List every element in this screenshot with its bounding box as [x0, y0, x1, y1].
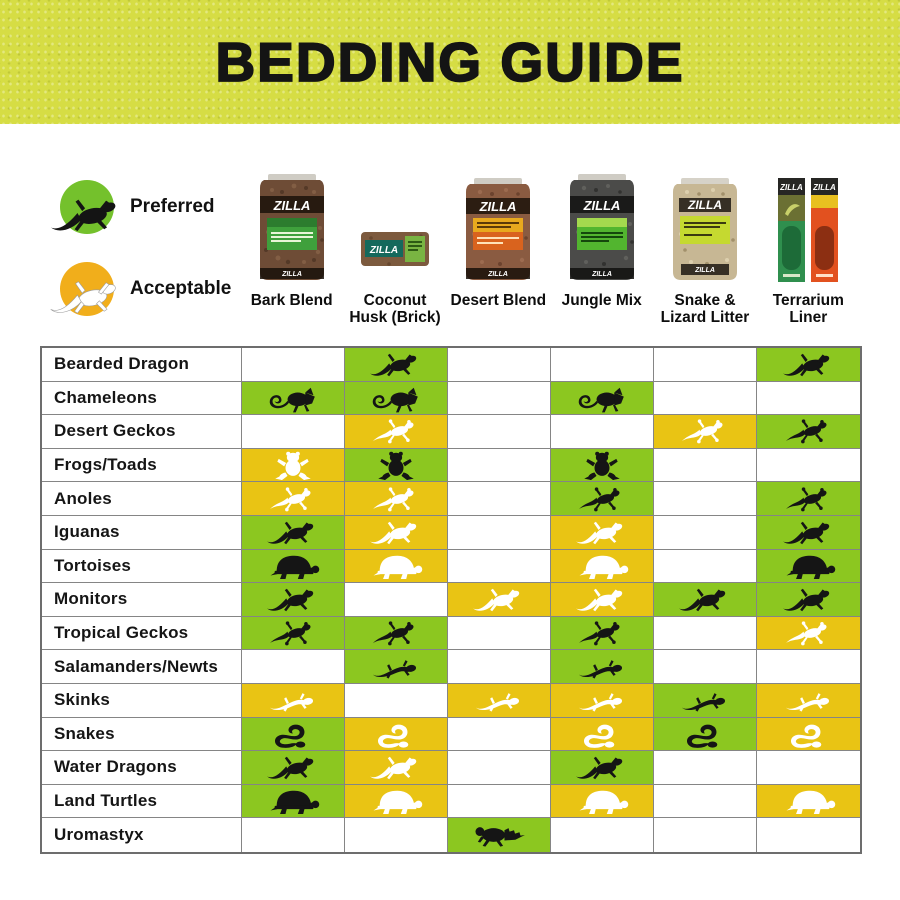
cell-tropical-geckos--desert-blend [448, 617, 551, 651]
terrarium-liner-boxes-image [775, 166, 841, 284]
cell-skinks--jungle-mix [551, 684, 654, 718]
product-snake-lizard-litter [653, 166, 756, 327]
cell-water-dragons--snake-lizard-litter [654, 751, 757, 785]
desert-geckos-icon [358, 416, 434, 446]
product-label-jungle-mix: Jungle Mix [561, 292, 642, 309]
cell-frogs-toads--bark-blend [242, 449, 345, 483]
cell-bearded-dragon--snake-lizard-litter [654, 348, 757, 382]
preferred-lizard-icon [46, 193, 128, 235]
chameleons-icon [358, 383, 434, 413]
cell-tortoises--bark-blend [242, 550, 345, 584]
page-title: BEDDING GUIDE [215, 31, 685, 93]
tortoises-icon [358, 551, 434, 581]
cell-salamanders-newts--bark-blend [242, 650, 345, 684]
anoles-icon [771, 484, 847, 514]
desert-geckos-icon [667, 416, 743, 446]
cell-desert-geckos--coconut-husk-brick [345, 415, 448, 449]
row-label-tortoises: Tortoises [42, 550, 242, 584]
cell-water-dragons--coconut-husk-brick [345, 751, 448, 785]
row-label-desert-geckos: Desert Geckos [42, 415, 242, 449]
cell-snakes--jungle-mix [551, 718, 654, 752]
cell-uromastyx--coconut-husk-brick [345, 818, 448, 852]
row-label-salamanders-newts: Salamanders/Newts [42, 650, 242, 684]
zilla-logo: ZILLA [813, 183, 837, 192]
tropical-geckos-icon [771, 618, 847, 648]
cell-bearded-dragon--coconut-husk-brick [345, 348, 448, 382]
monitors-icon [255, 584, 331, 614]
cell-tropical-geckos--coconut-husk-brick [345, 617, 448, 651]
cell-iguanas--desert-blend [448, 516, 551, 550]
cell-desert-geckos--snake-lizard-litter [654, 415, 757, 449]
jungle-mix-bag-image [562, 166, 642, 284]
iguanas-icon [358, 517, 434, 547]
cell-desert-geckos--bark-blend [242, 415, 345, 449]
skinks-icon [564, 685, 640, 715]
salamanders-newts-icon [358, 652, 434, 682]
land-turtles-icon [255, 786, 331, 816]
row-label-uromastyx: Uromastyx [42, 818, 242, 852]
zilla-logo: ZILLA [687, 198, 722, 212]
cell-snakes--coconut-husk-brick [345, 718, 448, 752]
cell-iguanas--terrarium-liner [757, 516, 860, 550]
cell-uromastyx--bark-blend [242, 818, 345, 852]
desert-geckos-icon [771, 416, 847, 446]
cell-salamanders-newts--coconut-husk-brick [345, 650, 448, 684]
cell-tropical-geckos--jungle-mix [551, 617, 654, 651]
cell-skinks--bark-blend [242, 684, 345, 718]
cell-tortoises--desert-blend [448, 550, 551, 584]
snake-lizard-litter-bag-image [666, 166, 744, 284]
bearded-dragon-icon [771, 349, 847, 379]
cell-uromastyx--terrarium-liner [757, 818, 860, 852]
product-label-coconut-husk: Coconut Husk (Brick) [349, 292, 441, 327]
snakes-icon [255, 719, 331, 749]
cell-monitors--terrarium-liner [757, 583, 860, 617]
cell-anoles--bark-blend [242, 482, 345, 516]
water-dragons-icon [358, 752, 434, 782]
cell-salamanders-newts--jungle-mix [551, 650, 654, 684]
cell-desert-geckos--desert-blend [448, 415, 551, 449]
cell-bearded-dragon--jungle-mix [551, 348, 654, 382]
cell-anoles--desert-blend [448, 482, 551, 516]
cell-chameleons--jungle-mix [551, 382, 654, 416]
monitors-icon [771, 584, 847, 614]
snakes-icon [564, 719, 640, 749]
cell-anoles--jungle-mix [551, 482, 654, 516]
tropical-geckos-icon [255, 618, 331, 648]
cell-chameleons--bark-blend [242, 382, 345, 416]
zilla-logo: ZILLA [488, 271, 509, 278]
frogs-toads-icon [358, 450, 434, 480]
skinks-icon [461, 685, 537, 715]
product-label-terrarium-liner: Terrarium Liner [772, 292, 844, 327]
cell-salamanders-newts--desert-blend [448, 650, 551, 684]
skinks-icon [255, 685, 331, 715]
cell-tortoises--jungle-mix [551, 550, 654, 584]
legend-preferred [60, 176, 231, 238]
zilla-logo: ZILLA [695, 267, 715, 274]
row-label-land-turtles: Land Turtles [42, 785, 242, 819]
acceptable-lizard-icon [46, 275, 128, 317]
frogs-toads-icon [564, 450, 640, 480]
bark-blend-bag-image [253, 166, 331, 284]
preferred-badge [60, 180, 114, 234]
zilla-logo: ZILLA [591, 271, 612, 278]
cell-desert-geckos--jungle-mix [551, 415, 654, 449]
cell-land-turtles--desert-blend [448, 785, 551, 819]
row-label-iguanas: Iguanas [42, 516, 242, 550]
cell-land-turtles--coconut-husk-brick [345, 785, 448, 819]
cell-monitors--coconut-husk-brick [345, 583, 448, 617]
anoles-icon [564, 484, 640, 514]
zilla-logo: ZILLA [780, 183, 804, 192]
tropical-geckos-icon [564, 618, 640, 648]
cell-chameleons--snake-lizard-litter [654, 382, 757, 416]
cell-land-turtles--snake-lizard-litter [654, 785, 757, 819]
cell-iguanas--snake-lizard-litter [654, 516, 757, 550]
cell-salamanders-newts--snake-lizard-litter [654, 650, 757, 684]
product-jungle-mix [550, 166, 653, 327]
product-bark-blend [240, 166, 343, 327]
cell-snakes--desert-blend [448, 718, 551, 752]
cell-frogs-toads--desert-blend [448, 449, 551, 483]
cell-frogs-toads--jungle-mix [551, 449, 654, 483]
row-label-chameleons: Chameleons [42, 382, 242, 416]
product-coconut-husk [343, 166, 446, 327]
cell-water-dragons--desert-blend [448, 751, 551, 785]
preferred-label: Preferred [130, 196, 215, 217]
cell-monitors--jungle-mix [551, 583, 654, 617]
zilla-logo: ZILLA [479, 199, 517, 214]
cell-tropical-geckos--snake-lizard-litter [654, 617, 757, 651]
bedding-table [40, 346, 862, 854]
chameleons-icon [255, 383, 331, 413]
cell-salamanders-newts--terrarium-liner [757, 650, 860, 684]
row-label-anoles: Anoles [42, 482, 242, 516]
cell-monitors--bark-blend [242, 583, 345, 617]
anoles-icon [255, 484, 331, 514]
row-label-tropical-geckos: Tropical Geckos [42, 617, 242, 651]
uromastyx-icon [461, 820, 537, 850]
cell-land-turtles--terrarium-liner [757, 785, 860, 819]
cell-bearded-dragon--terrarium-liner [757, 348, 860, 382]
cell-uromastyx--desert-blend [448, 818, 551, 852]
acceptable-label: Acceptable [130, 278, 232, 299]
cell-anoles--snake-lizard-litter [654, 482, 757, 516]
snakes-icon [771, 719, 847, 749]
cell-skinks--desert-blend [448, 684, 551, 718]
cell-land-turtles--jungle-mix [551, 785, 654, 819]
row-label-bearded-dragon: Bearded Dragon [42, 348, 242, 382]
cell-water-dragons--terrarium-liner [757, 751, 860, 785]
cell-monitors--desert-blend [448, 583, 551, 617]
cell-desert-geckos--terrarium-liner [757, 415, 860, 449]
tortoises-icon [255, 551, 331, 581]
iguanas-icon [564, 517, 640, 547]
cell-chameleons--desert-blend [448, 382, 551, 416]
cell-chameleons--terrarium-liner [757, 382, 860, 416]
product-label-desert-blend: Desert Blend [450, 292, 547, 309]
products-row [240, 166, 860, 327]
cell-uromastyx--snake-lizard-litter [654, 818, 757, 852]
cell-water-dragons--jungle-mix [551, 751, 654, 785]
row-label-frogs-toads: Frogs/Toads [42, 449, 242, 483]
acceptable-badge [60, 262, 114, 316]
row-label-snakes: Snakes [42, 718, 242, 752]
cell-skinks--snake-lizard-litter [654, 684, 757, 718]
salamanders-newts-icon [564, 652, 640, 682]
row-label-water-dragons: Water Dragons [42, 751, 242, 785]
chameleons-icon [564, 383, 640, 413]
tropical-geckos-icon [358, 618, 434, 648]
cell-snakes--snake-lizard-litter [654, 718, 757, 752]
cell-snakes--terrarium-liner [757, 718, 860, 752]
cell-land-turtles--bark-blend [242, 785, 345, 819]
iguanas-icon [255, 517, 331, 547]
cell-uromastyx--jungle-mix [551, 818, 654, 852]
cell-iguanas--jungle-mix [551, 516, 654, 550]
cell-water-dragons--bark-blend [242, 751, 345, 785]
cell-bearded-dragon--bark-blend [242, 348, 345, 382]
cell-monitors--snake-lizard-litter [654, 583, 757, 617]
frogs-toads-icon [255, 450, 331, 480]
cell-tortoises--snake-lizard-litter [654, 550, 757, 584]
monitors-icon [564, 584, 640, 614]
water-dragons-icon [255, 752, 331, 782]
cell-tortoises--terrarium-liner [757, 550, 860, 584]
cell-chameleons--coconut-husk-brick [345, 382, 448, 416]
cell-frogs-toads--snake-lizard-litter [654, 449, 757, 483]
desert-blend-bag-image [459, 166, 537, 284]
zilla-logo: ZILLA [583, 198, 621, 213]
iguanas-icon [771, 517, 847, 547]
cell-tortoises--coconut-husk-brick [345, 550, 448, 584]
cell-tropical-geckos--terrarium-liner [757, 617, 860, 651]
zilla-logo: ZILLA [281, 271, 302, 278]
zilla-logo: ZILLA [369, 245, 399, 256]
monitors-icon [667, 584, 743, 614]
tortoises-icon [564, 551, 640, 581]
zilla-logo: ZILLA [273, 198, 311, 213]
product-label-snake-lizard-litter: Snake & Lizard Litter [660, 292, 750, 327]
cell-iguanas--bark-blend [242, 516, 345, 550]
land-turtles-icon [564, 786, 640, 816]
cell-skinks--terrarium-liner [757, 684, 860, 718]
skinks-icon [771, 685, 847, 715]
water-dragons-icon [564, 752, 640, 782]
cell-bearded-dragon--desert-blend [448, 348, 551, 382]
row-label-skinks: Skinks [42, 684, 242, 718]
coconut-husk-brick-image [359, 166, 431, 284]
monitors-icon [461, 584, 537, 614]
skinks-icon [667, 685, 743, 715]
cell-anoles--coconut-husk-brick [345, 482, 448, 516]
cell-frogs-toads--terrarium-liner [757, 449, 860, 483]
legend [60, 176, 231, 340]
bearded-dragon-icon [358, 349, 434, 379]
cell-tropical-geckos--bark-blend [242, 617, 345, 651]
land-turtles-icon [358, 786, 434, 816]
tortoises-icon [771, 551, 847, 581]
cell-skinks--coconut-husk-brick [345, 684, 448, 718]
legend-acceptable [60, 258, 231, 320]
product-desert-blend [447, 166, 550, 327]
cell-snakes--bark-blend [242, 718, 345, 752]
anoles-icon [358, 484, 434, 514]
cell-frogs-toads--coconut-husk-brick [345, 449, 448, 483]
snakes-icon [667, 719, 743, 749]
snakes-icon [358, 719, 434, 749]
row-label-monitors: Monitors [42, 583, 242, 617]
land-turtles-icon [771, 786, 847, 816]
header-banner [0, 0, 900, 124]
cell-anoles--terrarium-liner [757, 482, 860, 516]
product-terrarium-liner [757, 166, 860, 327]
cell-iguanas--coconut-husk-brick [345, 516, 448, 550]
product-label-bark-blend: Bark Blend [250, 292, 333, 309]
